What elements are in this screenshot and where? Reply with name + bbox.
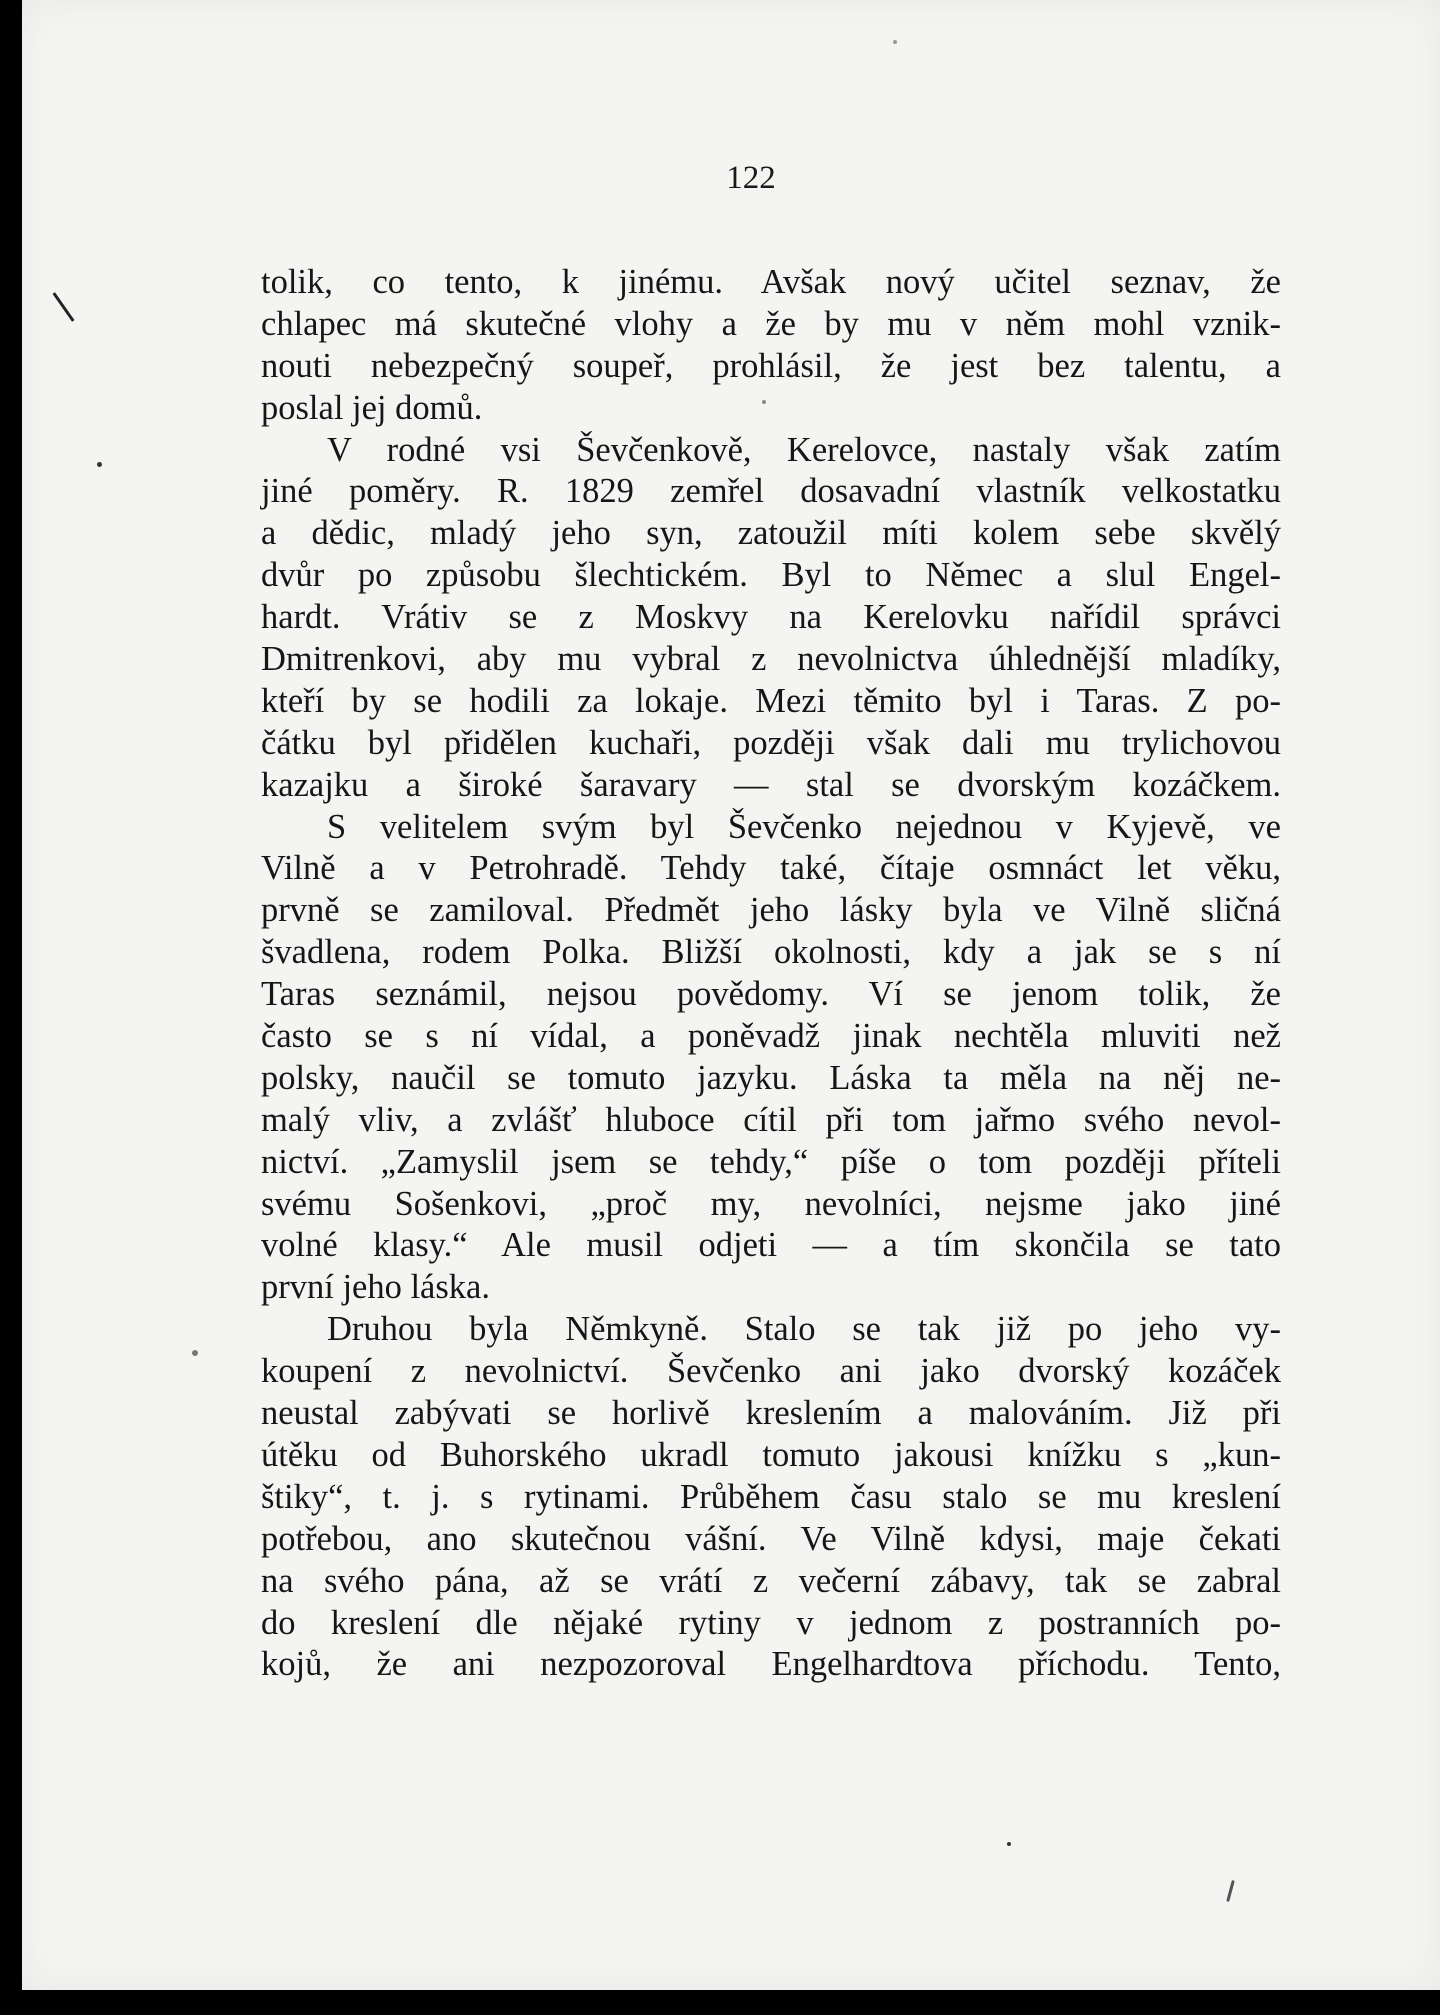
scan-speck bbox=[1226, 1880, 1235, 1902]
text-line: svému Sošenkovi, „proč my, nevolníci, nejsme jako jiné bbox=[261, 1184, 1281, 1223]
text-line: malý vliv, a zvlášť hluboce cítil při tom jařmo svého nevol- bbox=[261, 1100, 1281, 1139]
text-line: švadlena, rodem Polka. Bližší okolnosti, kdy a jak se s ní bbox=[261, 933, 1281, 972]
scan-mark bbox=[53, 292, 75, 322]
text-line: poslal jej domů. bbox=[261, 388, 483, 427]
text-line: polsky, naučil se tomuto jazyku. Láska ta měla na něj ne- bbox=[261, 1058, 1281, 1097]
text-line: chlapec má skutečné vlohy a že by mu v něm mohl vznik- bbox=[261, 304, 1281, 343]
scanned-page bbox=[22, 0, 1440, 1990]
text-line: tolik, co tento, k jinému. Avšak nový učitel seznav, že bbox=[261, 263, 1281, 301]
scan-speck bbox=[762, 400, 766, 404]
text-line: na svého pána, až se vrátí z večerní zábavy, tak se zabral bbox=[261, 1561, 1281, 1600]
text-line: štiky“, t. j. s rytinami. Průběhem času stalo se mu kreslení bbox=[261, 1477, 1281, 1516]
text-line: do kreslení dle nějaké rytiny v jednom z postranních po- bbox=[261, 1603, 1281, 1642]
text-line: neustal zabývati se horlivě kreslením a malováním. Již při bbox=[261, 1394, 1281, 1433]
text-line: čátku byl přidělen kuchaři, později však dali mu trylichovou bbox=[261, 723, 1281, 762]
text-line: prvně se zamiloval. Předmět jeho lásky byla ve Vilně sličná bbox=[261, 891, 1281, 930]
scan-speck bbox=[192, 1350, 198, 1356]
text-line: často se s ní vídal, a poněvadž jinak nechtěla mluviti než bbox=[261, 1017, 1281, 1056]
scan-speck bbox=[893, 40, 897, 44]
text-line: nouti nebezpečný soupeř, prohlásil, že jest bez talentu, a bbox=[261, 346, 1281, 385]
text-line: a dědic, mladý jeho syn, zatoužil míti kolem sebe skvělý bbox=[261, 514, 1281, 553]
text-line: první jeho láska. bbox=[261, 1268, 490, 1307]
text-line: jiné poměry. R. 1829 zemřel dosavadní vlastník velkostatku bbox=[261, 472, 1281, 511]
text-line: dvůr po způsobu šlechtickém. Byl to Němec a slul Engel- bbox=[261, 556, 1281, 595]
text-line: Taras seznámil, nejsou povědomy. Ví se jenom tolik, že bbox=[261, 975, 1281, 1014]
scan-speck bbox=[1007, 1842, 1011, 1846]
text-line: S velitelem svým byl Ševčenko nejednou v Kyjevě, ve bbox=[327, 807, 1281, 846]
text-line: kojů, že ani nezpozoroval Engelhardtova příchodu. Tento, bbox=[261, 1645, 1281, 1684]
page-number: 122 bbox=[726, 160, 776, 196]
text-line: Vilně a v Petrohradě. Tehdy také, čítaje osmnáct let věku, bbox=[261, 849, 1281, 888]
text-line: koupení z nevolnictví. Ševčenko ani jako dvorský kozáček bbox=[261, 1352, 1281, 1391]
scan-speck bbox=[97, 462, 102, 467]
text-line: volné klasy.“ Ale musil odjeti — a tím skončila se tato bbox=[261, 1226, 1281, 1265]
text-line: nictví. „Zamyslil jsem se tehdy,“ píše o tom později příteli bbox=[261, 1142, 1281, 1181]
text-line: hardt. Vrátiv se z Moskvy na Kerelovku nařídil správci bbox=[261, 598, 1281, 637]
text-line: kteří by se hodili za lokaje. Mezi těmito byl i Taras. Z po- bbox=[261, 681, 1281, 720]
text-line: Dmitrenkovi, aby mu vybral z nevolnictva úhlednější mladíky, bbox=[261, 640, 1281, 679]
text-line: kazajku a široké šaravary — stal se dvorským kozáčkem. bbox=[261, 765, 1281, 804]
text-line: V rodné vsi Ševčenkově, Kerelovce, nastaly však zatím bbox=[327, 430, 1281, 469]
text-line: útěku od Buhorského ukradl tomuto jakousi knížku s „kun- bbox=[261, 1435, 1281, 1474]
body-text bbox=[261, 262, 1281, 1686]
text-line: Druhou byla Němkyně. Stalo se tak již po jeho vy- bbox=[327, 1310, 1281, 1349]
text-line: potřebou, ano skutečnou vášní. Ve Vilně kdysi, maje čekati bbox=[261, 1519, 1281, 1558]
